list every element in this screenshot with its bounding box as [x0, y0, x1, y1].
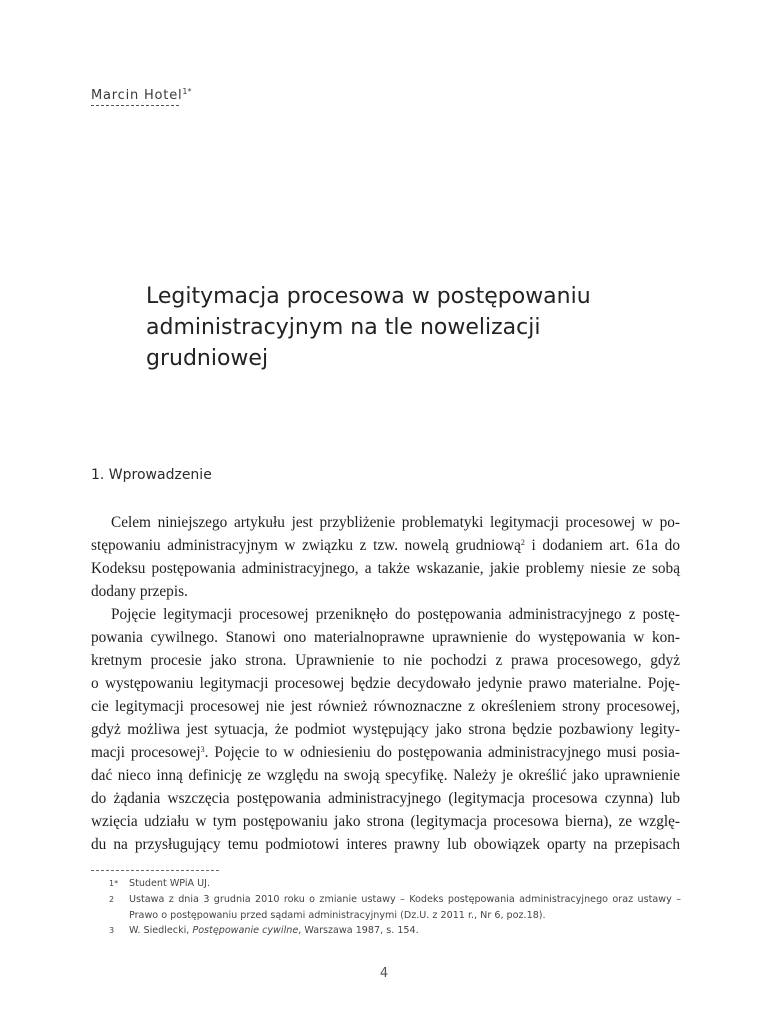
body-line: dodany przepis.: [91, 583, 188, 600]
body-line: du na przysługujący temu podmiotowi interes prawny lub obowiązek oparty na przepisach: [91, 836, 680, 853]
footnote-number: 3: [109, 926, 115, 935]
body-line: gdyż możliwa jest sytuacja, że podmiot występujący jako strona będzie pozbawiony legity-: [91, 721, 680, 738]
body-line: Pojęcie legitymacji procesowej przeniknęło do postępowania administracyjnego z postę-: [111, 606, 680, 623]
author-name: [91, 87, 192, 103]
footnote-author: W. Siedlecki,: [129, 925, 193, 936]
body-line-part: macji procesowej: [91, 744, 201, 761]
footnote-line: Prawo o postępowaniu przed sądami administracyjnymi (Dz.U. z 2011 r., Nr 6, poz.18).: [129, 909, 546, 921]
body-text: [91, 511, 680, 856]
footnote-text: [129, 876, 681, 892]
body-line: powania cywilnego. Stanowi ono materialnoprawne uprawnienie do występowania w kon-: [91, 629, 680, 646]
body-line: kretnym procesie jako strona. Uprawnienie to nie pochodzi z prawa procesowego, gdyż: [91, 652, 680, 669]
article-title: [146, 281, 666, 374]
title-line: Legitymacja procesowa w postępowaniu: [146, 284, 591, 309]
body-line: do żądania wszczęcia postępowania administracyjnego (legitymacja procesowa czynna) lub: [91, 790, 680, 807]
footnote-line: [129, 923, 681, 939]
body-line-part: stępowaniu administracyjnym w związku z tzw. nowelą grudniową: [91, 537, 521, 554]
body-line-part: . Pojęcie to w odniesieniu do postępowania administracyjnego musi posia-: [204, 744, 680, 761]
body-line: cie legitymacji procesowej nie jest również równoznaczne z określeniem strony procesowej,: [91, 698, 680, 715]
body-line: o występowaniu legitymacji procesowej będzie decydowało jedynie prawo materialne. Poję-: [91, 675, 680, 692]
page-number: 4: [379, 966, 389, 981]
footnote-line: Ustawa z dnia 3 grudnia 2010 roku o zmianie ustawy – Kodeks postępowania administracyjnego oraz ustawy –: [129, 894, 681, 905]
footnote-book-title: Postępowanie cywilne: [192, 925, 299, 936]
body-line: Celem niniejszego artykułu jest przybliżenie problematyki legitymacji procesowej w po-: [111, 514, 680, 531]
footnote-number: 2: [109, 895, 115, 904]
title-line: grudniowej: [146, 346, 269, 371]
body-line: dać nieco inną definicję ze względu na swoją specyfikę. Należy je określić jako uprawnienie: [91, 767, 680, 784]
footnote-divider: [91, 870, 219, 871]
title-line: administracyjnym na tle nowelizacji: [146, 315, 541, 340]
footnote-number: 1*: [109, 879, 119, 888]
footnote-citation: , Warszawa 1987, s. 154.: [298, 925, 419, 936]
body-line: [91, 534, 680, 557]
author-name-text: Marcin Hotel: [91, 88, 183, 103]
body-line: wzięcia udziału w tym postępowaniu jako strona (legitymacja procesowa bierna), ze wzglę-: [91, 813, 680, 830]
footnote-text: [129, 923, 681, 939]
body-line-part: i dodaniem art. 61a do: [524, 537, 680, 554]
author-footnote-mark: 1*: [182, 87, 192, 96]
footnote-line: Student WPiA UJ.: [129, 878, 211, 889]
footnote-text: [129, 892, 681, 923]
footnote-ref-3[interactable]: 3: [200, 745, 205, 754]
body-line: Kodeksu postępowania administracyjnego, a także wskazanie, jakie problemy niesie ze sobą: [91, 560, 680, 577]
footnote-ref-2[interactable]: 2: [520, 538, 525, 547]
author-divider: [91, 105, 179, 106]
section-heading: 1. Wprowadzenie: [91, 467, 212, 483]
body-line: [91, 741, 680, 764]
